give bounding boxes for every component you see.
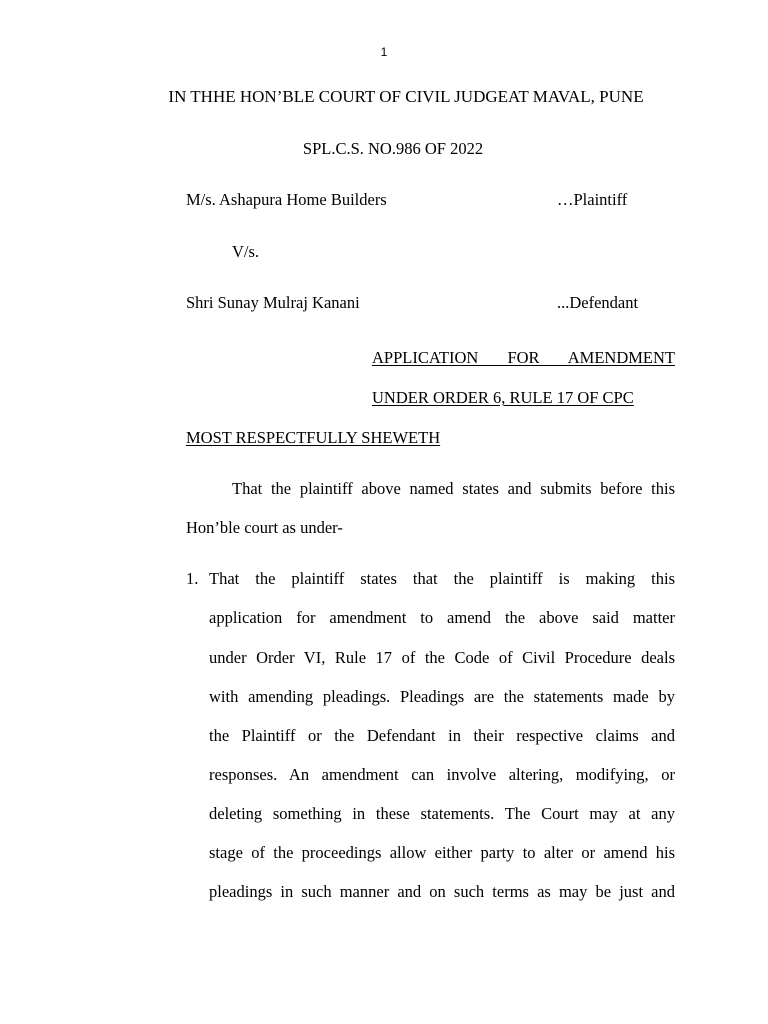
paragraph-line: pleadings in such manner and on such terms as may be just and [209,882,675,901]
case-number: SPL.C.S. NO.986 OF 2022 [302,139,484,158]
paragraph-line: deleting something in these statements. The Court may at any [209,804,675,823]
court-title: IN THHE HON’BLE COURT OF CIVIL JUDGEAT MAVAL, PUNE [168,87,644,106]
plaintiff-name: M/s. Ashapura Home Builders [186,190,387,209]
application-title-line-2: UNDER ORDER 6, RULE 17 OF CPC [372,388,634,407]
salutation-heading: MOST RESPECTFULLY SHEWETH [186,428,441,447]
paragraph-line: That the plaintiff states that the plaintiff is making this [209,569,675,588]
paragraph-line: under Order VI, Rule 17 of the Code of Civil Procedure deals [209,648,675,667]
paragraph-line: responses. An amendment can involve altering, modifying, or [209,765,675,784]
paragraph-line: the Plaintiff or the Defendant in their respective claims and [209,726,675,745]
intro-line-2: Hon’ble court as under- [186,518,343,537]
paragraph-line: with amending pleadings. Pleadings are the statements made by [209,687,675,706]
defendant-role: ...Defendant [557,293,639,312]
page-number: 1 [380,45,388,59]
plaintiff-role: …Plaintiff [557,190,628,209]
intro-line-1: That the plaintiff above named states and submits before this [232,479,675,498]
paragraph-line: application for amendment to amend the above said matter [209,608,675,627]
versus-label: V/s. [232,242,260,261]
application-title-line-1: APPLICATION FOR AMENDMENT [372,348,675,367]
paragraph-line: stage of the proceedings allow either party to alter or amend his [209,843,675,862]
defendant-name: Shri Sunay Mulraj Kanani [186,293,360,312]
paragraph-number: 1. [186,569,199,588]
